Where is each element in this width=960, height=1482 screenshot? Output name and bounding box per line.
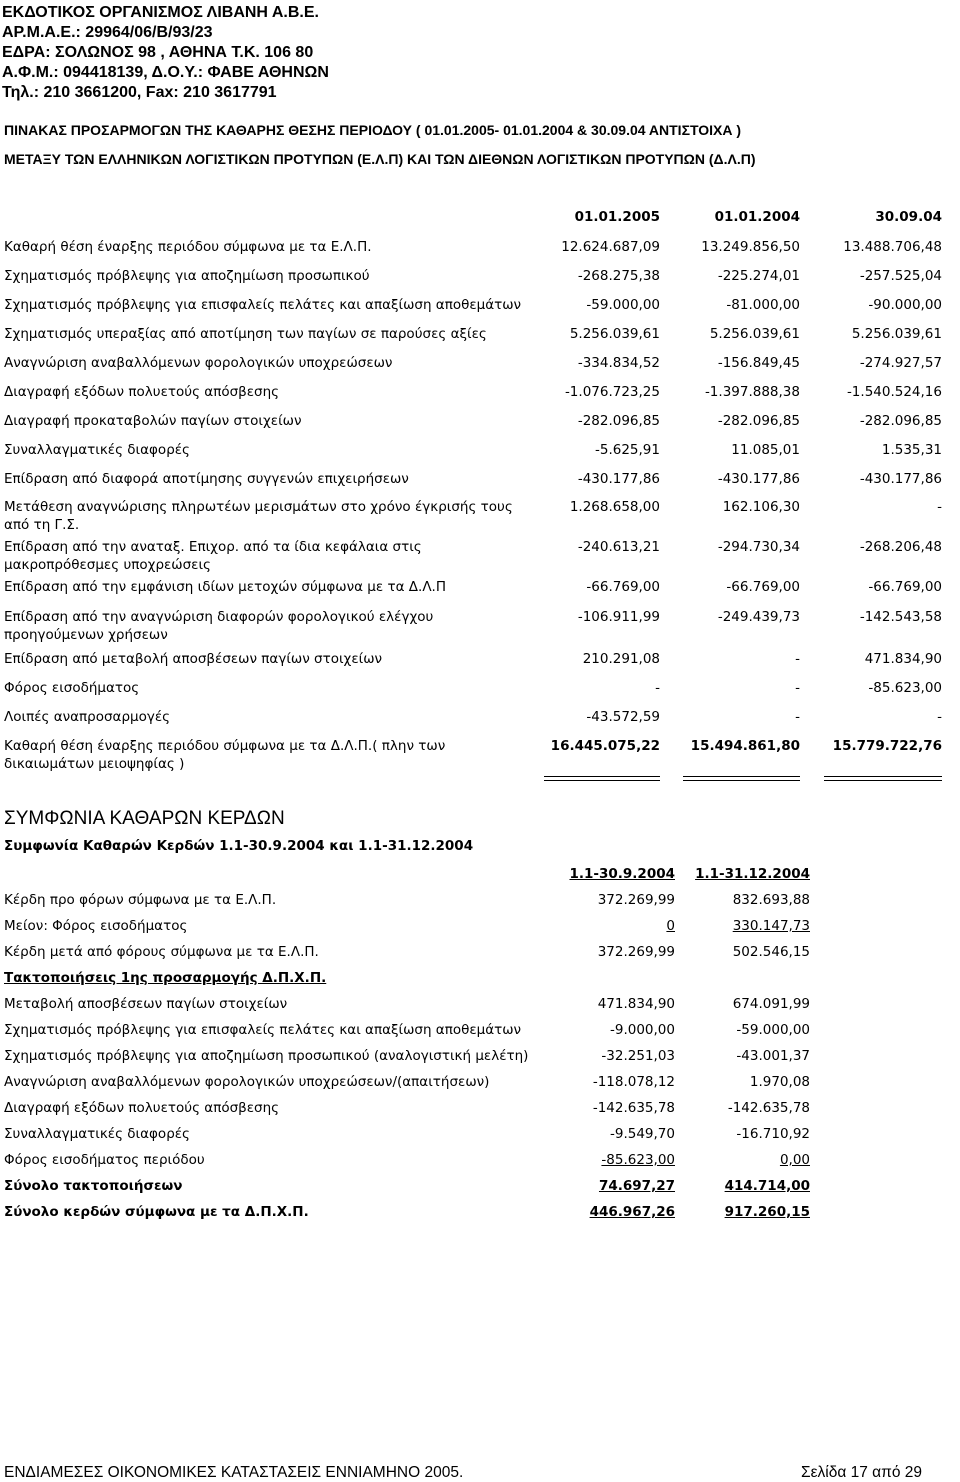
row-value: -66.769,00 (586, 579, 660, 595)
total-value: 446.967,26 (589, 1204, 675, 1220)
row-label: Σχηματισμός πρόβλεψης για αποζημίωση προσωπικού (4, 268, 370, 284)
row-value: -240.613,21 (577, 539, 660, 555)
section-subtitle: Συμφωνία Καθαρών Κερδών 1.1-30.9.2004 και 1.1-31.12.2004 (4, 838, 474, 854)
row-value: -142.635,78 (727, 1100, 810, 1116)
row-value: - (655, 680, 660, 696)
row-label: Σχηματισμός υπεραξίας από αποτίμηση των παγίων σε παρούσες αξίες (4, 326, 487, 342)
row-value: -16.710,92 (736, 1126, 810, 1142)
row-value: -156.849,45 (717, 355, 800, 371)
row-label: Μείον: Φόρος εισοδήματος (4, 918, 188, 934)
row-value: -43.001,37 (736, 1048, 810, 1064)
row-value: 11.085,01 (731, 442, 800, 458)
row-value: - (937, 499, 942, 515)
row-value: -430.177,86 (577, 471, 660, 487)
row-value: 674.091,99 (732, 996, 810, 1012)
company-header (0, 0, 560, 112)
company-phone: Τηλ.: 210 3661200, Fax: 210 3617791 (2, 84, 277, 101)
row-value: -1.540.524,16 (846, 384, 942, 400)
row-value: -9.549,70 (610, 1126, 675, 1142)
table1-title-line1: ΠΙΝΑΚΑΣ ΠΡΟΣΑΡΜΟΓΩΝ ΤΗΣ ΚΑΘΑΡΗΣ ΘΕΣΗΣ ΠΕΡΙΟΔΟΥ ( 01.01.2005- 01.01.2004 & 30.09.04 ΑΝΤΙΣΤΟΙΧΑ ) (4, 122, 742, 138)
row-value: 5.256.039,61 (851, 326, 942, 342)
row-label: Μετάθεση αναγνώρισης πληρωτέων μερισμάτων στο χρόνο έγκρισής τους από τη Γ.Σ. (4, 499, 513, 533)
row-value: -274.927,57 (859, 355, 942, 371)
row-value: - (937, 709, 942, 725)
row-value: -430.177,86 (717, 471, 800, 487)
row-value: 471.834,90 (864, 651, 942, 667)
row-value: -294.730,34 (717, 539, 800, 555)
row-value: 502.546,15 (732, 944, 810, 960)
row-value: -282.096,85 (717, 413, 800, 429)
row-value: -43.572,59 (586, 709, 660, 725)
company-name: ΕΚΔΟΤΙΚΟΣ ΟΡΓΑΝΙΣΜΟΣ ΛΙΒΑΝΗ Α.Β.Ε. (2, 4, 319, 21)
row-value: 13.488.706,48 (843, 239, 942, 255)
row-value: -268.275,38 (577, 268, 660, 284)
row-value: -106.911,99 (577, 609, 660, 625)
footer-page-number: Σελίδα 17 από 29 (801, 1464, 922, 1481)
row-value: -1.076.723,25 (564, 384, 660, 400)
double-underline (824, 776, 942, 781)
row-value: -66.769,00 (868, 579, 942, 595)
row-value: 162.106,30 (722, 499, 800, 515)
row-heading: Τακτοποιήσεις 1ης προσαρμογής Δ.Π.Χ.Π. (4, 970, 327, 986)
row-value: 13.249.856,50 (701, 239, 800, 255)
double-underline (683, 776, 800, 781)
row-label: Καθαρή θέση έναρξης περιόδου σύμφωνα με τα Δ.Λ.Π.( πλην των δικαιωμάτων μειοψηφίας ) (4, 738, 446, 772)
row-value: -59.000,00 (736, 1022, 810, 1038)
table2-col-2: 1.1-31.12.2004 (695, 866, 810, 882)
row-value: -282.096,85 (577, 413, 660, 429)
row-value: 330.147,73 (732, 918, 810, 934)
row-value: -32.251,03 (601, 1048, 675, 1064)
row-value: -257.525,04 (859, 268, 942, 284)
row-value: -81.000,00 (726, 297, 800, 313)
row-value: 0 (666, 918, 675, 934)
row-label: Συναλλαγματικές διαφορές (4, 442, 190, 458)
row-value: 12.624.687,09 (561, 239, 660, 255)
row-label: Διαγραφή εξόδων πολυετούς απόσβεσης (4, 384, 280, 400)
row-value: -66.769,00 (726, 579, 800, 595)
total-value: 16.445.075,22 (550, 738, 660, 754)
row-label: Αναγνώριση αναβαλλόμενων φορολογικών υποχρεώσεων/(απαιτήσεων) (4, 1074, 490, 1090)
row-label: Κέρδη μετά από φόρους σύμφωνα με τα Ε.Λ.Π. (4, 944, 319, 960)
row-label: Επίδραση από την αναταξ. Επιχορ. από τα ίδια κεφάλαια στις μακροπρόθεσμες υποχρεώσεις (4, 539, 422, 573)
company-tax-id: Α.Φ.Μ.: 094418139, Δ.Ο.Υ.: ΦΑΒΕ ΑΘΗΝΩΝ (2, 64, 329, 81)
row-label: Σχηματισμός πρόβλεψης για επισφαλείς πελάτες και απαξίωση αποθεμάτων (4, 1022, 522, 1038)
row-label: Κέρδη προ φόρων σύμφωνα με τα Ε.Λ.Π. (4, 892, 277, 908)
row-value: 372.269,99 (597, 944, 675, 960)
row-label: Σύνολο κερδών σύμφωνα με τα Δ.Π.Χ.Π. (4, 1204, 309, 1220)
company-registration: ΑΡ.Μ.Α.Ε.: 29964/06/Β/93/23 (2, 24, 213, 41)
row-value: 5.256.039,61 (709, 326, 800, 342)
section-title: ΣΥΜΦΩΝΙΑ ΚΑΘΑΡΩΝ ΚΕΡΔΩΝ (4, 808, 285, 829)
row-value: -9.000,00 (610, 1022, 675, 1038)
row-value: -142.635,78 (592, 1100, 675, 1116)
row-value: -334.834,52 (577, 355, 660, 371)
total-value: 917.260,15 (724, 1204, 810, 1220)
row-value: -282.096,85 (859, 413, 942, 429)
row-label: Μεταβολή αποσβέσεων παγίων στοιχείων (4, 996, 288, 1012)
row-value: - (795, 651, 800, 667)
row-value: 0,00 (779, 1152, 810, 1168)
table1-col-2004: 01.01.2004 (714, 209, 800, 225)
total-value: 74.697,27 (598, 1178, 675, 1194)
total-value: 15.779.722,76 (832, 738, 942, 754)
row-value: -5.625,91 (595, 442, 660, 458)
company-address: ΕΔΡΑ: ΣΟΛΩΝΟΣ 98 , ΑΘΗΝΑ Τ.Κ. 106 80 (2, 44, 314, 61)
row-value: -85.623,00 (601, 1152, 675, 1168)
row-label: Φόρος εισοδήματος (4, 680, 140, 696)
total-value: 15.494.861,80 (690, 738, 800, 754)
row-label: Συναλλαγματικές διαφορές (4, 1126, 190, 1142)
total-value: 414.714,00 (724, 1178, 810, 1194)
row-value: 1.535,31 (881, 442, 942, 458)
row-label: Λοιπές αναπροσαρμογές (4, 709, 171, 725)
row-label: Επίδραση από την αναγνώριση διαφορών φορολογικού ελέγχου προηγούμενων χρήσεων (4, 609, 434, 643)
row-label: Επίδραση από την εμφάνιση ιδίων μετοχών σύμφωνα με τα Δ.Λ.Π (4, 579, 446, 595)
row-label: Σύνολο τακτοποιήσεων (4, 1178, 183, 1194)
table2-col-1: 1.1-30.9.2004 (569, 866, 675, 882)
row-value: -59.000,00 (586, 297, 660, 313)
row-value: -225.274,01 (717, 268, 800, 284)
double-underline (544, 776, 660, 781)
row-value: - (795, 709, 800, 725)
row-value: 1.970,08 (749, 1074, 810, 1090)
row-label: Διαγραφή προκαταβολών παγίων στοιχείων (4, 413, 302, 429)
row-label: Διαγραφή εξόδων πολυετούς απόσβεσης (4, 1100, 280, 1116)
row-label: Σχηματισμός πρόβλεψης για αποζημίωση προσωπικού (αναλογιστική μελέτη) (4, 1048, 529, 1064)
row-value: 372.269,99 (597, 892, 675, 908)
row-label: Φόρος εισοδήματος περιόδου (4, 1152, 205, 1168)
row-value: -90.000,00 (868, 297, 942, 313)
row-value: -85.623,00 (868, 680, 942, 696)
row-value: 1.268.658,00 (569, 499, 660, 515)
row-value: 471.834,90 (597, 996, 675, 1012)
row-value: -430.177,86 (859, 471, 942, 487)
row-value: -249.439,73 (717, 609, 800, 625)
table1-col-300904: 30.09.04 (875, 209, 942, 225)
row-value: -1.397.888,38 (704, 384, 800, 400)
row-value: -118.078,12 (592, 1074, 675, 1090)
row-label: Καθαρή θέση έναρξης περιόδου σύμφωνα με τα Ε.Λ.Π. (4, 239, 372, 255)
row-value: - (795, 680, 800, 696)
row-value: 5.256.039,61 (569, 326, 660, 342)
row-label: Επίδραση από διαφορά αποτίμησης συγγενών επιχειρήσεων (4, 471, 409, 487)
row-value: -142.543,58 (859, 609, 942, 625)
row-label: Επίδραση από μεταβολή αποσβέσεων παγίων στοιχείων (4, 651, 383, 667)
table1-col-2005: 01.01.2005 (574, 209, 660, 225)
row-value: 832.693,88 (732, 892, 810, 908)
row-label: Σχηματισμός πρόβλεψης για επισφαλείς πελάτες και απαξίωση αποθεμάτων (4, 297, 522, 313)
row-value: -268.206,48 (859, 539, 942, 555)
row-value: 210.291,08 (582, 651, 660, 667)
table1-title-line2: ΜΕΤΑΞΥ ΤΩΝ ΕΛΛΗΝΙΚΩΝ ΛΟΓΙΣΤΙΚΩΝ ΠΡΟΤΥΠΩΝ (Ε.Λ.Π) ΚΑΙ ΤΩΝ ΔΙΕΘΝΩΝ ΛΟΓΙΣΤΙΚΩΝ ΠΡΟΤΥΠΩΝ (Δ.Λ.Π) (4, 151, 756, 167)
row-label: Αναγνώριση αναβαλλόμενων φορολογικών υποχρεώσεων (4, 355, 393, 371)
footer-document-title: ΕΝΔΙΑΜΕΣΕΣ ΟΙΚΟΝΟΜΙΚΕΣ ΚΑΤΑΣΤΑΣΕΙΣ ΕΝΝΙΑΜΗΝΟ 2005. (4, 1464, 464, 1481)
